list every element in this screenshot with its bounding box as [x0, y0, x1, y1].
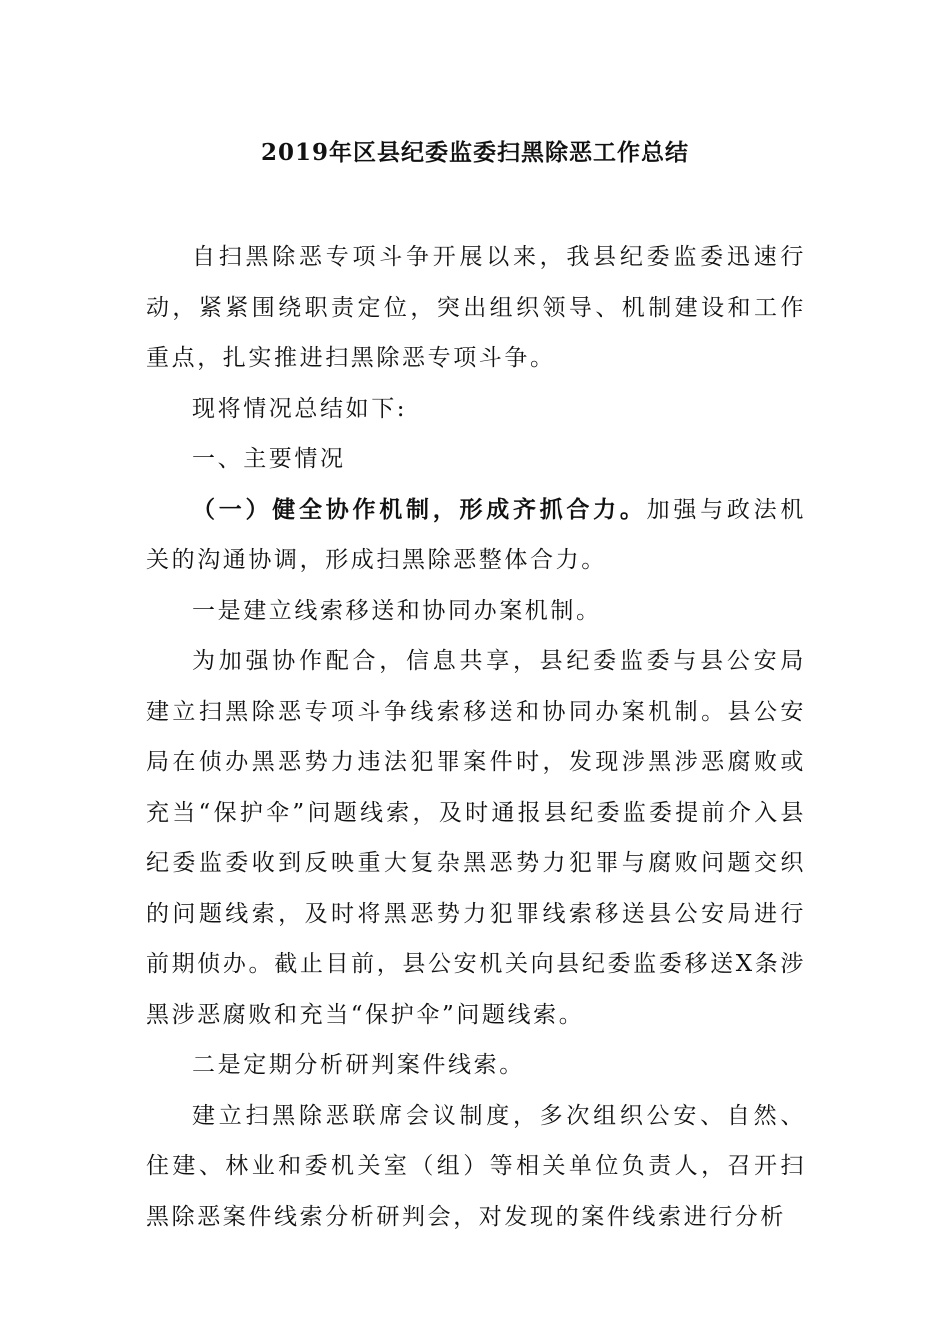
- paragraph-intro: 自扫黑除恶专项斗争开展以来，我县纪委监委迅速行动，紧紧围绕职责定位，突出组织领导、机制建设和工作重点，扎实推进扫黑除恶专项斗争。: [146, 244, 806, 371]
- section-heading-main-situation: 一、主要情况: [192, 446, 346, 472]
- paragraph-summary-lead: 现将情况总结如下:: [192, 395, 408, 422]
- paragraph-collaboration-text: 加强与政法机关的沟通协调，形成扫黑除恶整体合力。: [146, 496, 806, 573]
- subsection-heading-collaboration: （一）健全协作机制，形成齐抓合力。: [192, 495, 647, 523]
- document-title: 2019年区县纪委监委扫黑除恶工作总结: [260, 139, 689, 166]
- paragraph-collaboration: [146, 485, 806, 586]
- paragraph-joint-meeting: 建立扫黑除恶联席会议制度，多次组织公安、自然、住建、林业和委机关室（组）等相关单位负责人，召开扫黑除恶案件线索分析研判会，对发现的案件线索进行分析: [146, 1102, 806, 1230]
- paragraph-clue-transfer: 为加强协作配合，信息共享，县纪委监委与县公安局建立扫黑除恶专项斗争线索移送和协同办案机制。县公安局在侦办黑恶势力违法犯罪案件时，发现涉黑涉恶腐败或充当“保护伞”问题线索，及时通报县纪委监委提前介入县纪委监委收到反映重大复杂黑恶势力犯罪与腐败问题交织的问题线索，及时将黑恶势力犯罪线索移送县公安局进行前期侦办。截止目前，县公安机关向县纪委监委移送X条涉黑涉恶腐败和充当“保护伞”问题线索。: [146, 648, 806, 1028]
- point-two-heading: 二是定期分析研判案件线索。: [192, 1052, 525, 1078]
- point-one-heading: 一是建立线索移送和协同办案机制。: [192, 597, 602, 624]
- document-body: [146, 232, 806, 1242]
